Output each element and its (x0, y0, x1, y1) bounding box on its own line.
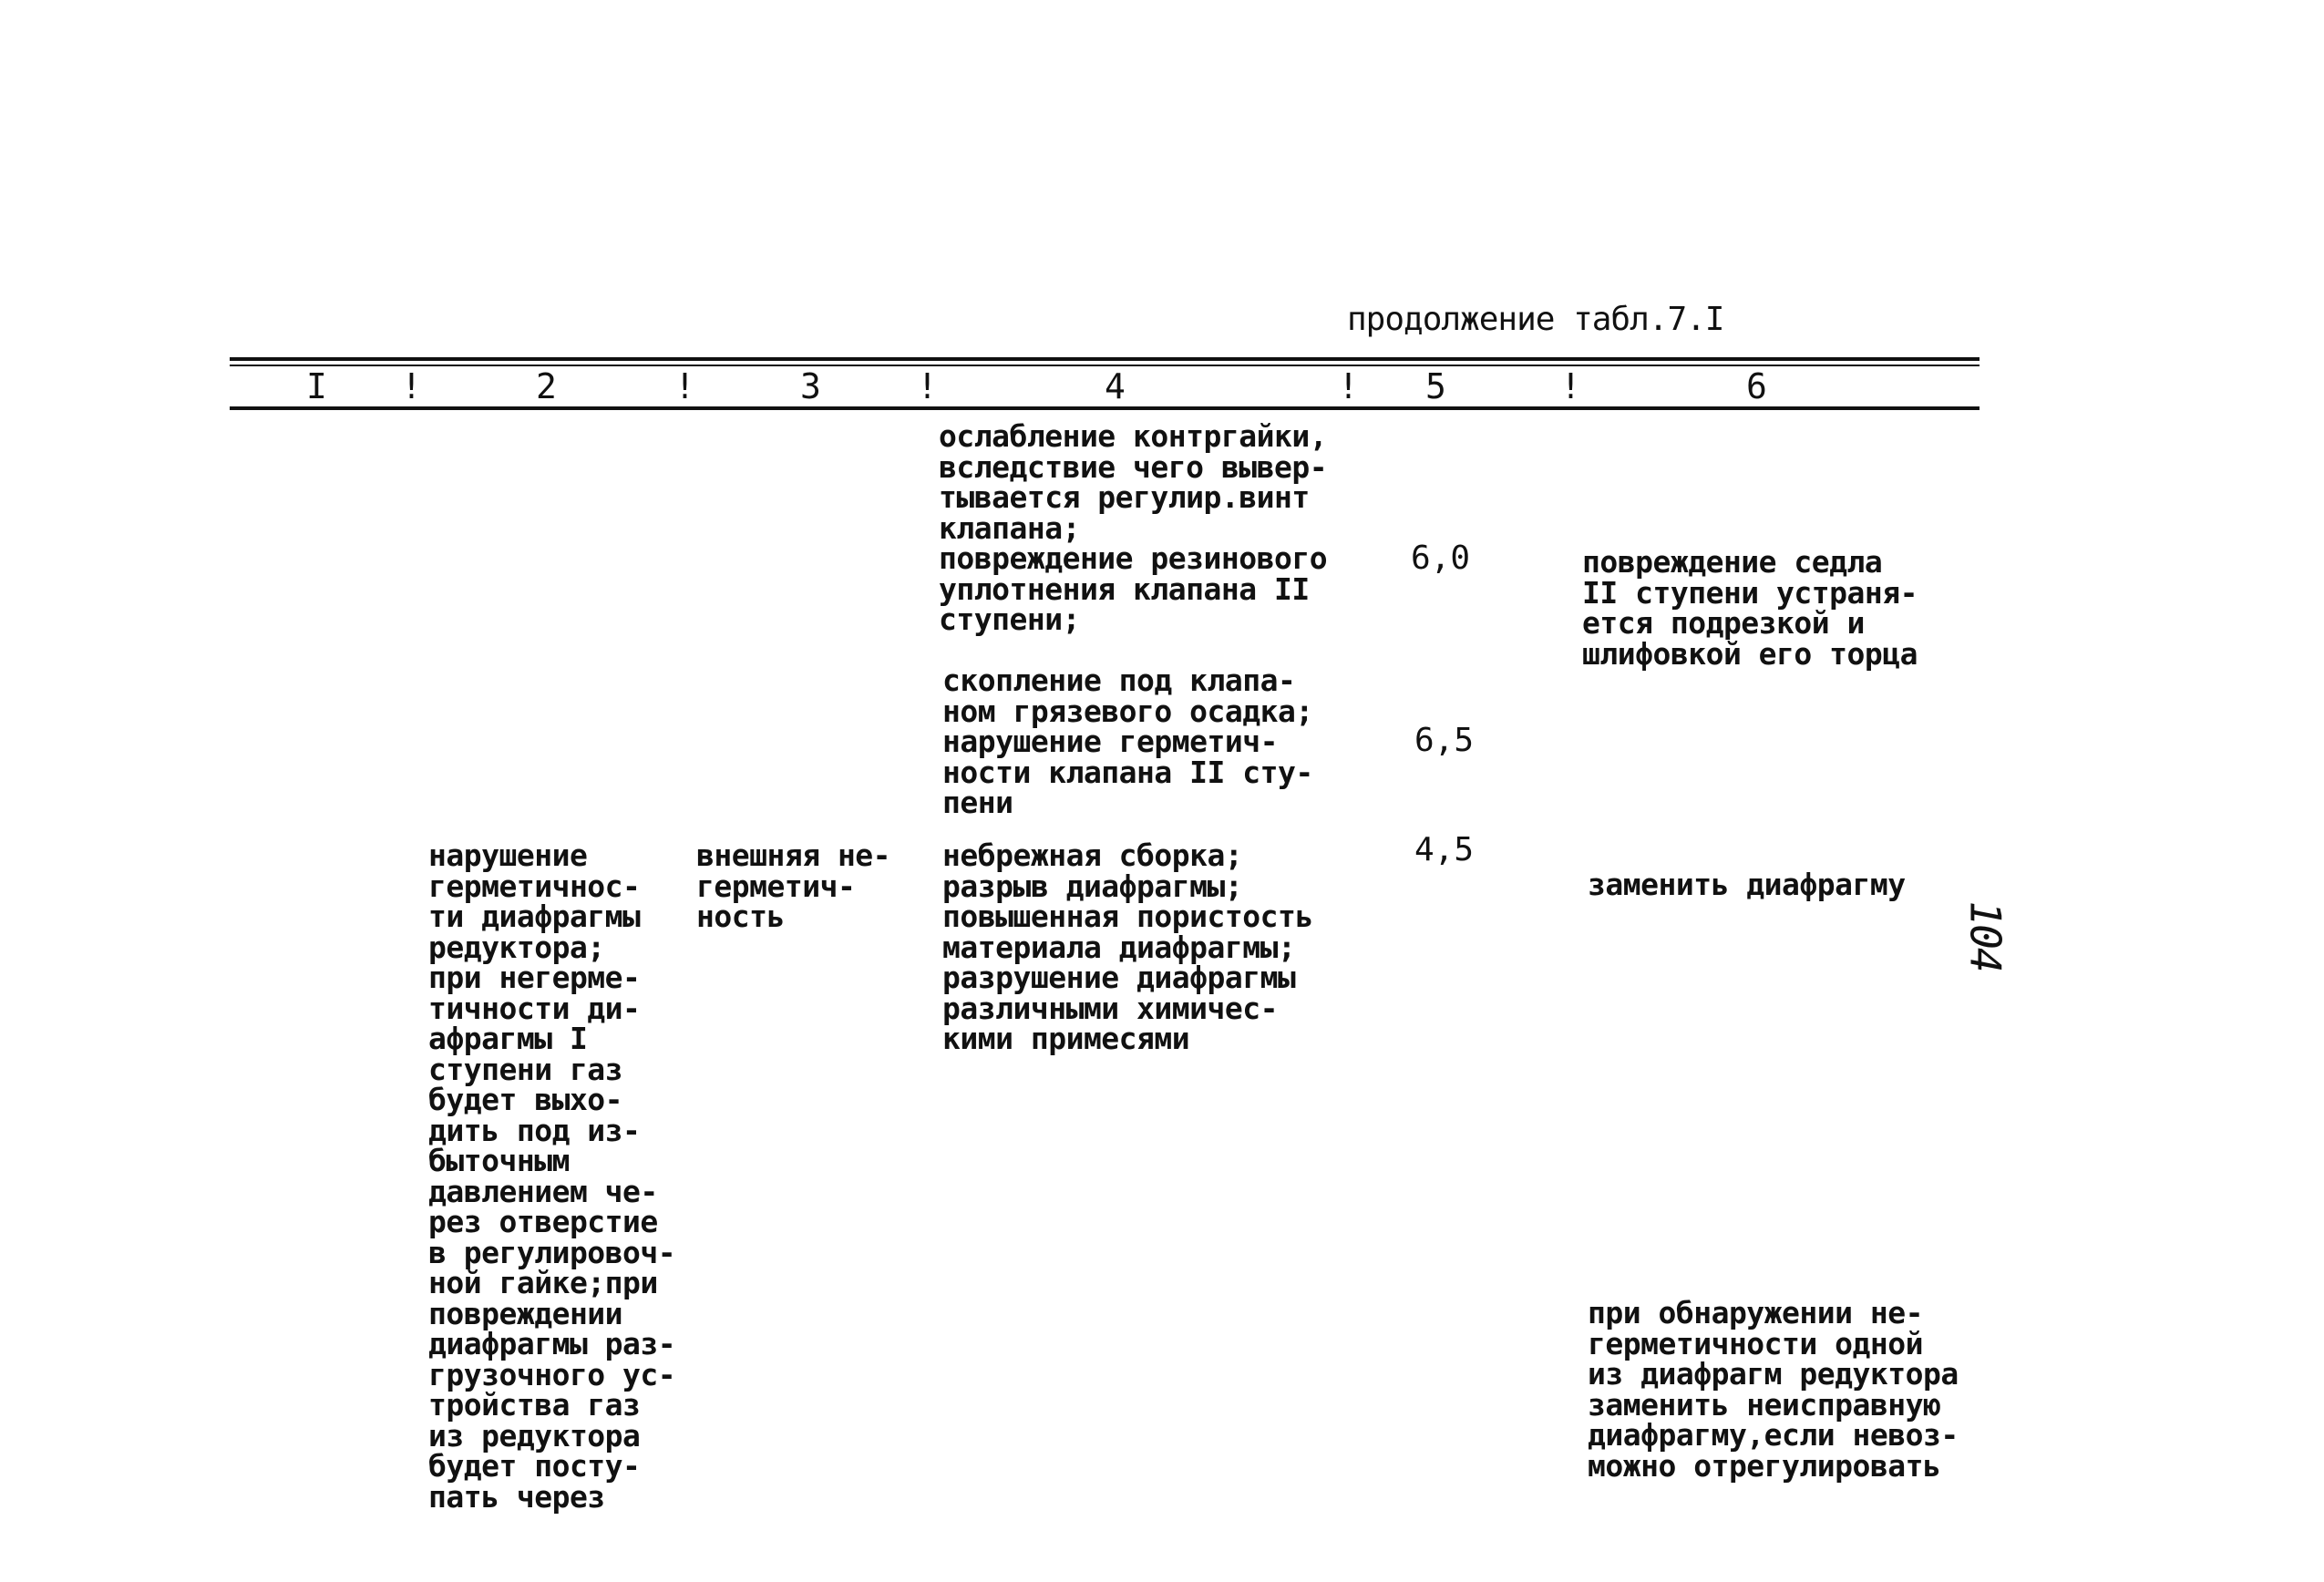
page-number: 104 (1960, 900, 2010, 971)
cell-col6-block2: заменить диафрагму (1588, 867, 1906, 902)
column-header-6: 6 (1746, 366, 1767, 406)
column-header-5: 5 (1425, 366, 1446, 406)
cell-col5-value-1: 6,0 (1411, 539, 1471, 577)
column-separator: ! (674, 366, 695, 406)
table-top-rule (230, 357, 1980, 361)
cell-col4-block1: ослабление контргайки, вследствие чего вывер- тывается регулир.винт клапана; повреждение резинового уплотнения клапана II ступени; (939, 418, 1328, 637)
cell-col5-value-3: 4,5 (1414, 831, 1475, 868)
cell-col4-block2: скопление под клапа- ном грязевого осадка; нарушение герметич- ности клапана II сту- пени (942, 663, 1313, 820)
table-header-bottom-rule (230, 406, 1980, 410)
column-header-4: 4 (1105, 366, 1126, 406)
cell-col2-text: нарушение герметичнос- ти диафрагмы редуктора; при негерме- тичности ди- афрагмы I ступени газ будет выхо- дить под из- быточным давлением че- рез отверстие в регулировоч- ной гайке;при повреждении диафрагмы раз- грузочного ус- тройства газ из редуктора будет посту- пать через (428, 837, 676, 1515)
table-caption: продолжение табл.7.I (1347, 301, 1724, 338)
cell-col6-block1: повреждение седла II ступени устраня- ется подрезкой и шлифовкой его торца (1582, 544, 1918, 672)
column-separator: ! (917, 366, 938, 406)
cell-col3-text: внешняя не- герметич- ность (696, 837, 891, 934)
column-separator: ! (1560, 366, 1581, 406)
column-separator: ! (1338, 366, 1359, 406)
cell-col5-value-2: 6,5 (1414, 722, 1475, 759)
cell-col6-block3: при обнаружении не- герметичности одной из диафрагм редуктора заменить неисправную диафрагму,если невоз- можно отрегулировать (1588, 1295, 1959, 1484)
cell-col4-block3: небрежная сборка; разрыв диафрагмы; повышенная пористость материала диафрагмы; разрушение диафрагмы различными химичес- кими примесями (942, 837, 1313, 1056)
column-header-3: 3 (800, 366, 821, 406)
column-header-2: 2 (536, 366, 557, 406)
column-separator: ! (401, 366, 422, 406)
column-header-1: I (306, 366, 327, 406)
